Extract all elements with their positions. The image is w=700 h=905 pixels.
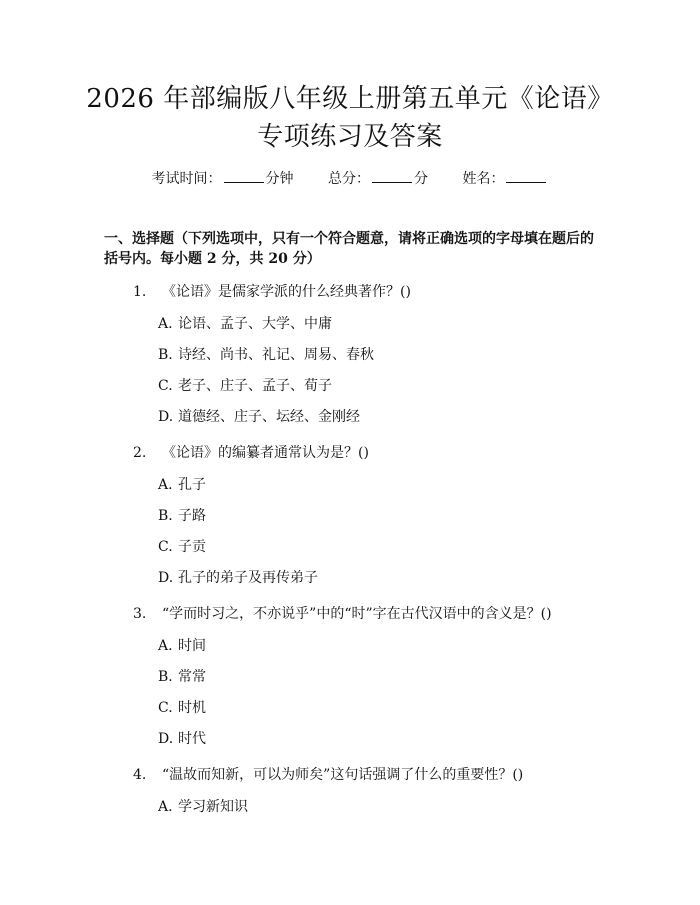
question-number: 3. [133, 606, 147, 622]
student-name-label: 姓名： [462, 171, 505, 187]
question-text: 《论语》是儒家学派的什么经典著作？() [162, 284, 411, 300]
document-title-line2: 专项练习及答案 [257, 122, 443, 152]
option-text: 子贡 [178, 539, 206, 555]
option-text: 时代 [178, 731, 206, 747]
option-letter: A. [158, 799, 173, 815]
option-text: 时机 [178, 700, 206, 716]
total-score-unit: 分 [414, 171, 428, 187]
option-text: 道德经、庄子、坛经、金刚经 [178, 409, 360, 425]
exam-time-unit: 分钟 [265, 171, 294, 187]
option-letter: B. [158, 508, 173, 524]
section-heading-line2: 括号内。每小题 2 分，共 20 分） [104, 251, 321, 267]
section-heading-line1: 一、选择题（下列选项中，只有一个符合题意，请将正确选项的字母填在题后的 [104, 231, 594, 247]
option-text: 时间 [178, 638, 206, 654]
question-text: “温故而知新，可以为师矣”这句话强调了什么的重要性？() [162, 767, 524, 783]
exam-time-label: 考试时间： [151, 171, 222, 187]
option-text: 子路 [178, 508, 206, 524]
question-number: 1. [133, 284, 147, 300]
option-text: 常常 [178, 669, 206, 685]
question-text: 《论语》的编纂者通常认为是？() [162, 445, 369, 461]
option-letter: A. [158, 316, 173, 332]
question-number: 4. [133, 767, 147, 783]
option-letter: B. [158, 669, 173, 685]
option-letter: D. [158, 570, 174, 586]
option-text: 老子、庄子、孟子、荀子 [178, 378, 332, 394]
document-title-line1: 2026 年部编版八年级上册第五单元《论语》 [86, 84, 614, 114]
option-text: 诗经、尚书、礼记、周易、春秋 [178, 347, 374, 363]
question-number: 2. [133, 445, 147, 461]
option-text: 孔子的弟子及再传弟子 [178, 570, 318, 586]
option-text: 孔子 [178, 477, 206, 493]
option-letter: A. [158, 638, 173, 654]
question-text: “学而时习之，不亦说乎”中的“时”字在古代汉语中的含义是？() [162, 606, 552, 622]
option-letter: C. [158, 378, 173, 394]
option-letter: C. [158, 539, 173, 555]
option-letter: B. [158, 347, 173, 363]
total-score-label: 总分： [328, 171, 370, 187]
option-letter: C. [158, 700, 173, 716]
option-text: 学习新知识 [178, 799, 248, 815]
option-letter: A. [158, 477, 173, 493]
option-letter: D. [158, 409, 174, 425]
option-letter: D. [158, 731, 174, 747]
option-text: 论语、孟子、大学、中庸 [178, 316, 332, 332]
